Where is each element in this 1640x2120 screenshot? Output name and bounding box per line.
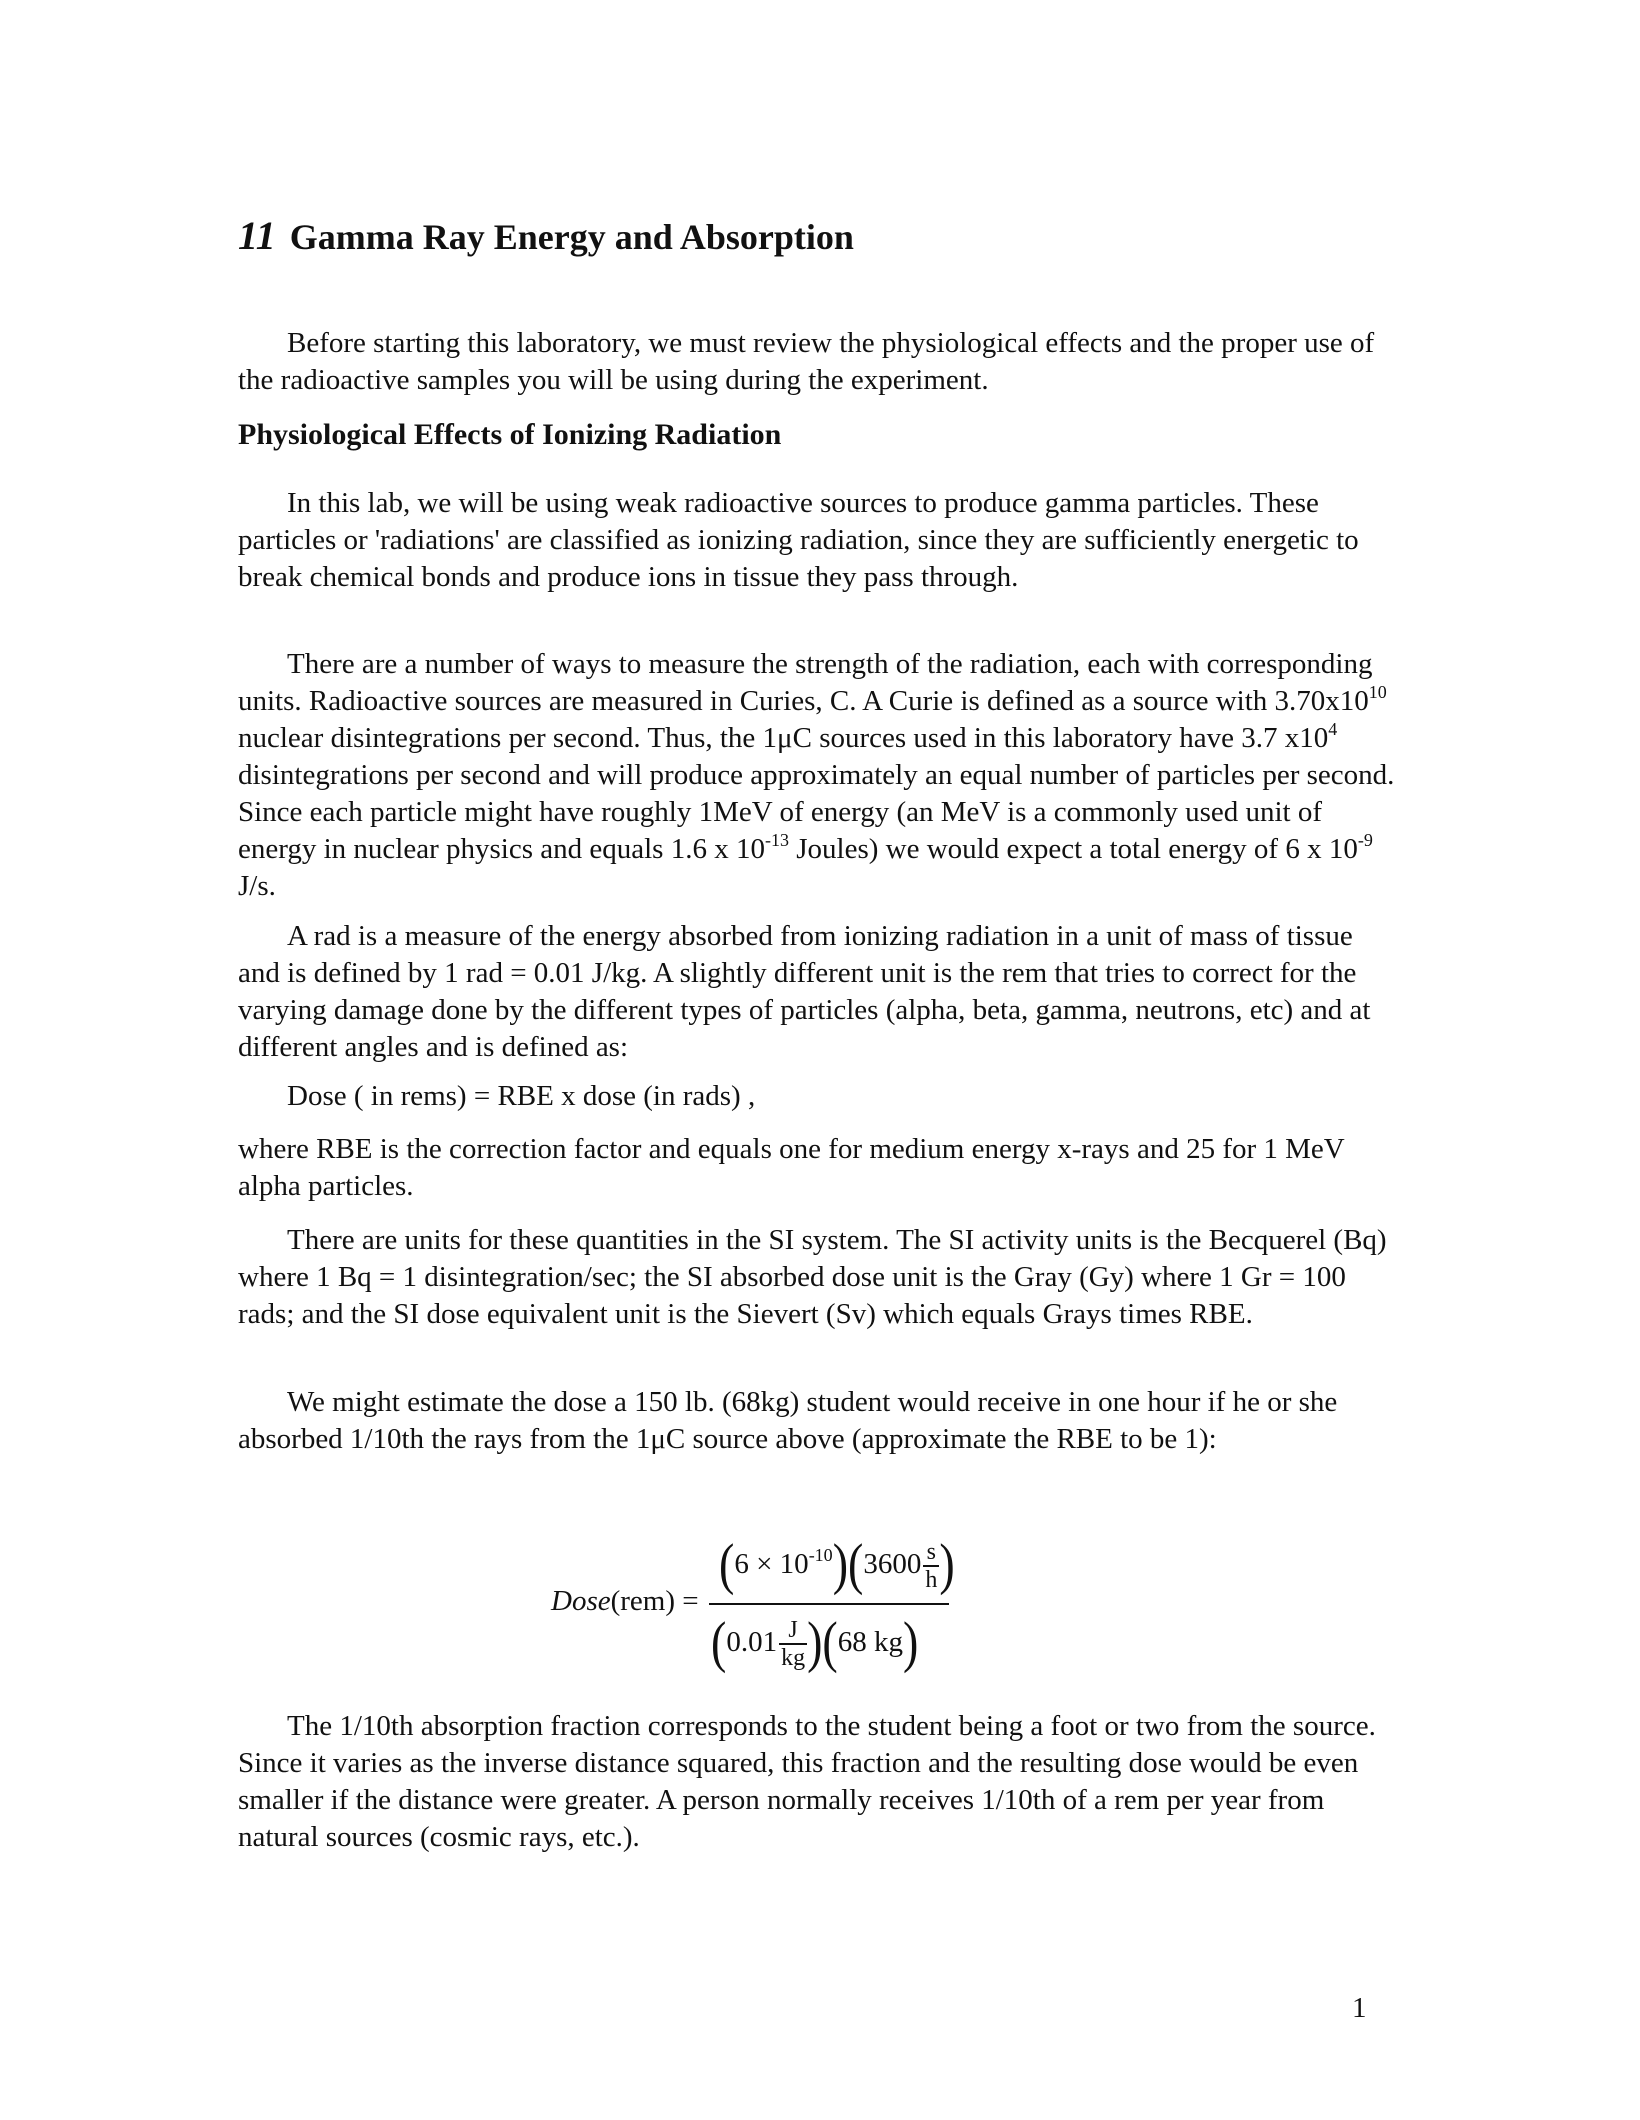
page-number: 1 (1352, 1992, 1367, 2024)
paragraph-absorption: The 1/10th absorption fraction corresponds to the student being a foot or two from the source. Since it varies as the inverse distance squared, this fraction and the resulting dose would be even smaller if the distance were greater. A person normally receives 1/10th of a rem per year from natural sources (cosmic rays, etc.). (238, 1710, 1376, 1853)
paragraph-units: There are a number of ways to measure the strength of the radiation, each with corresponding units. Radioactive sources are measured in Curies, C. A Curie is defined as a source with $3.70x10^{10}$ nuclear disintegrations per second. Thus, the 1μC sources used in this laboratory have 3.7 $x10^4$ disintegrations per second and will produce approximately an equal number of particles per second. Since each particle might have roughly 1MeV of energy (an MeV is a commonly used unit of energy in nuclear physics and equals 1.6 x $10^{-13}$ Joules) we would expect a total energy of 6 x $10^{-9}$ J/s. (238, 648, 1395, 902)
dose-equation: Dose ( in rems) = RBE x dose (in rads) , (287, 1080, 756, 1112)
paragraph-si-units: There are units for these quantities in the SI system. The SI activity units is the Becquerel (Bq) where 1 Bq = 1 disintegration/sec; the SI absorbed dose unit is the Gray (Gy) where 1 Gr = 100 rads; and the SI dose equivalent unit is the Sievert (Sv) which equals Grays times RBE. (238, 1224, 1387, 1330)
formula-numerator: $(6 \times 10^{-10})(3600$ $\frac{s}{h}$ ) (719, 1531, 955, 1596)
intro-paragraph: Before starting this laboratory, we must review the physiological effects and the proper use of the radioactive samples you will be using during the experiment. (238, 327, 1375, 396)
paragraph-rbe: where RBE is the correction factor and equals one for medium energy x-rays and 25 for 1 MeV alpha particles. (238, 1133, 1345, 1202)
formula-denominator: (0.01 $\frac{J}{kg}$ )(68 kg) (711, 1609, 919, 1674)
formula-lhs: Dose(rem) = (551, 1585, 699, 1617)
chapter-title-text: Gamma Ray Energy and Absorption (289, 217, 854, 257)
dose-formula (551, 1531, 1251, 1707)
paragraph-ionizing: In this lab, we will be using weak radioactive sources to produce gamma particles. These particles or 'radiations' are classified as ionizing radiation, since they are sufficiently energetic to break chemical bonds and produce ions in tissue they pass through. (238, 487, 1359, 593)
fraction-bar (709, 1603, 949, 1605)
chapter-number: 11 (238, 213, 276, 258)
paragraph-estimate: We might estimate the dose a 150 lb. (68kg) student would receive in one hour if he or she absorbed 1/10th the rays from the 1μC source above (approximate the RBE to be 1): (238, 1386, 1338, 1455)
section-heading: Physiological Effects of Ionizing Radiation (238, 418, 782, 451)
paragraph-rad: A rad is a measure of the energy absorbed from ionizing radiation in a unit of mass of tissue and is defined by 1 rad = 0.01 J/kg. A slightly different unit is the rem that tries to correct for the varying damage done by the different types of particles (alpha, beta, gamma, neutrons, etc) and at different angles and is defined as: (238, 920, 1371, 1063)
chapter-title (238, 212, 854, 259)
